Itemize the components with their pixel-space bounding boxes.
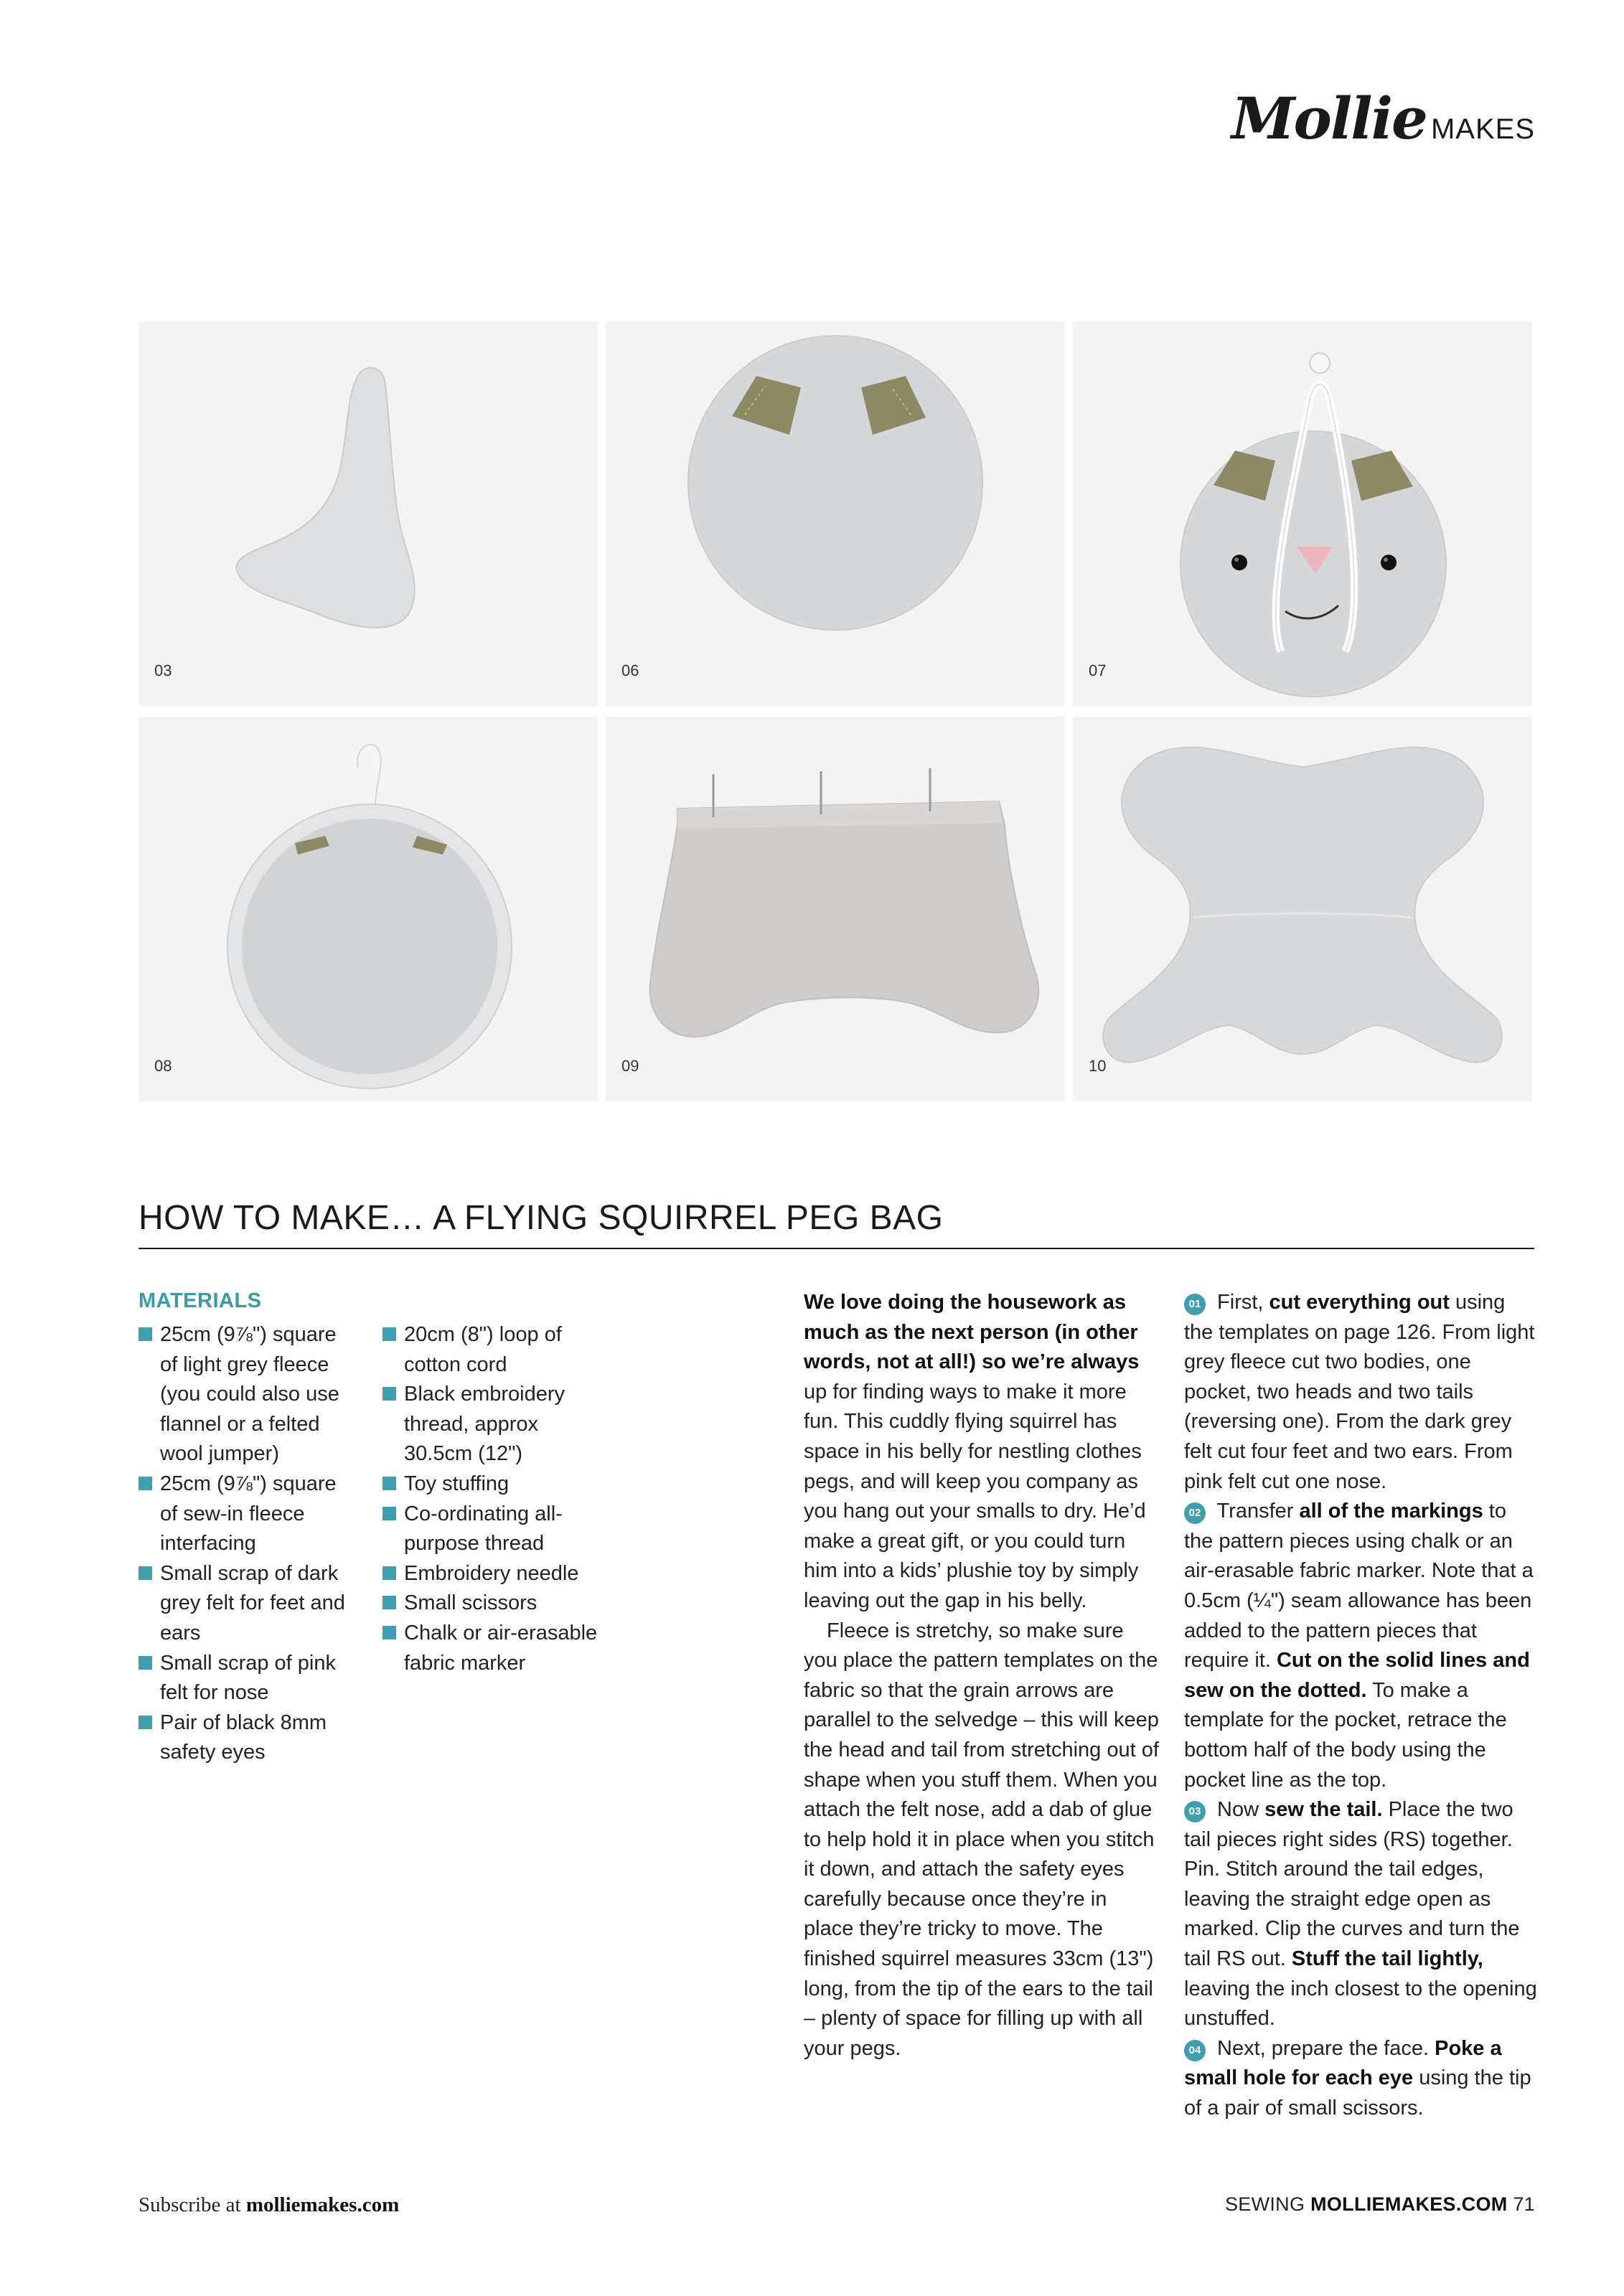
- brand-word: MAKES: [1430, 113, 1535, 145]
- step-3: [1184, 1795, 1539, 2034]
- step-number-badge: 02: [1184, 1502, 1206, 1524]
- materials-item: 20cm (8") loop of cotton cord: [382, 1320, 605, 1380]
- step-1: [1184, 1288, 1539, 1497]
- step-4: [1184, 2034, 1539, 2124]
- step-text: First,: [1211, 1291, 1269, 1314]
- materials-item: Toy stuffing: [382, 1469, 605, 1500]
- materials-list-1: [139, 1320, 354, 1768]
- intro-column: [804, 1288, 1159, 2064]
- photo-number: 06: [621, 662, 639, 679]
- photo-number: 03: [154, 662, 172, 679]
- step-text: to the pattern pieces using chalk or an air-erasable fabric marker. Note that a 0.5cm (¼") seam allowance has been added to the pattern pieces that require it.: [1184, 1500, 1534, 1672]
- materials-title: MATERIALS: [139, 1289, 262, 1312]
- step-text: Transfer: [1211, 1500, 1300, 1523]
- photo-06-head-ears: [606, 321, 1065, 706]
- photo-09-pocket: [606, 717, 1065, 1101]
- face-illustration: [1073, 321, 1532, 706]
- photo-number: 10: [1089, 1057, 1107, 1075]
- step-text: Place the two tail pieces right sides (RS) together. Pin. Stitch around the tail edges, leaving the straight edge open as marked. Clip the curves and turn the tail RS out.: [1184, 1798, 1520, 1971]
- step-bold: Poke a small hole for each eye: [1184, 2036, 1502, 2090]
- photo-10-body: [1073, 717, 1532, 1101]
- materials-item: 25cm (9⅞") square of light grey fleece (you could also use flannel or a felted wool jumper): [139, 1320, 354, 1469]
- step-bold: all of the markings: [1299, 1500, 1483, 1523]
- pocket-illustration: [606, 717, 1065, 1101]
- step-bold: cut everything out: [1269, 1291, 1450, 1314]
- body-illustration: [1073, 717, 1532, 1101]
- materials-item: 25cm (9⅞") square of sew-in fleece interfacing: [139, 1469, 354, 1559]
- step-bold: sew the tail.: [1264, 1798, 1383, 1822]
- materials-item: Small scrap of pink felt for nose: [139, 1649, 354, 1708]
- photo-07-face: [1073, 321, 1532, 706]
- head-illustration: [606, 321, 1065, 706]
- photo-number: 07: [1089, 662, 1107, 679]
- photo-number: 09: [621, 1057, 639, 1075]
- article-heading: HOW TO MAKE… A FLYING SQUIRREL PEG BAG: [139, 1198, 1534, 1249]
- page-number: 71: [1507, 2193, 1535, 2215]
- footer-section: SEWING: [1224, 2193, 1311, 2215]
- step-bold: Stuff the tail lightly,: [1291, 1947, 1483, 1971]
- intro-text: up for finding ways to make it more fun. This cuddly flying squirrel has space in his belly for nestling clothes pegs, and will keep you company as you hang out your smalls to dry. He’d make a great gift, or you could turn him into a kids’ plushie toy by simply leaving out the gap in his belly.: [804, 1380, 1146, 1612]
- tail-illustration: [139, 321, 598, 706]
- materials-item: Embroidery needle: [382, 1559, 605, 1589]
- materials-list-2: [382, 1320, 605, 1678]
- step-text: using the templates on page 126. From light grey fleece cut two bodies, one pocket, two heads and two tails (reversing one). From the dark grey felt cut four feet and two ears. From pink felt cut one nose.: [1184, 1291, 1535, 1493]
- footer-site-link[interactable]: MOLLIEMAKES.COM: [1310, 2193, 1508, 2215]
- step-text: Next, prepare the face.: [1211, 2036, 1435, 2060]
- step-number-badge: 01: [1184, 1294, 1206, 1315]
- photo-03-tail: [139, 321, 598, 706]
- materials-item: Pair of black 8mm safety eyes: [139, 1708, 354, 1768]
- step-2: [1184, 1497, 1539, 1795]
- brand-script: Mollie: [1231, 85, 1427, 152]
- step-text: To make a template for the pocket, retrace the bottom half of the body using the pocket line as the top.: [1184, 1678, 1507, 1792]
- head-back-illustration: [139, 717, 598, 1101]
- step-number-badge: 03: [1184, 1801, 1206, 1822]
- footer-subscribe: [139, 2193, 399, 2217]
- intro-paragraph-2: Fleece is stretchy, so make sure you place the pattern templates on the fabric so that the grain arrows are parallel to the selvedge – this will keep the head and tail from stretching out of shape when you stuff them. When you attach the felt nose, add a dab of glue to help hold it in place when you stitch it down, and attach the safety eyes carefully because once they’re in place they’re tricky to move. The finished squirrel measures 33cm (13") long, from the tip of the ears to the tail – plenty of space for filling up with all your pegs.: [804, 1619, 1159, 2060]
- footer-subscribe-text: Subscribe at: [139, 2193, 246, 2216]
- step-text: using the tip of a pair of small scissors.: [1184, 2066, 1531, 2120]
- photo-08-head-back: [139, 717, 598, 1101]
- step-text: leaving the inch closest to the opening unstuffed.: [1184, 1977, 1537, 2031]
- intro-paragraph-1: [804, 1288, 1159, 1617]
- materials-item: Black embroidery thread, approx 30.5cm (12"): [382, 1380, 605, 1469]
- steps-column: [1184, 1288, 1539, 2124]
- materials-item: Small scissors: [382, 1589, 605, 1619]
- step-text: Now: [1211, 1798, 1265, 1822]
- step-number-badge: 04: [1184, 2040, 1206, 2061]
- step-bold: Cut on the solid lines and sew on the dotted.: [1184, 1649, 1530, 1702]
- intro-lead: We love doing the housework as much as the next person (in other words, not at all!) so we’re always: [804, 1291, 1140, 1374]
- materials-item: Co-ordinating all-purpose thread: [382, 1500, 605, 1559]
- footer-page-info: [1225, 2193, 1535, 2216]
- materials-item: Small scrap of dark grey felt for feet and ears: [139, 1559, 354, 1649]
- materials-item: Chalk or air-erasable fabric marker: [382, 1619, 605, 1678]
- photo-number: 08: [154, 1057, 172, 1075]
- footer-subscribe-link[interactable]: molliemakes.com: [245, 2193, 400, 2216]
- brand-logo: [1231, 85, 1535, 152]
